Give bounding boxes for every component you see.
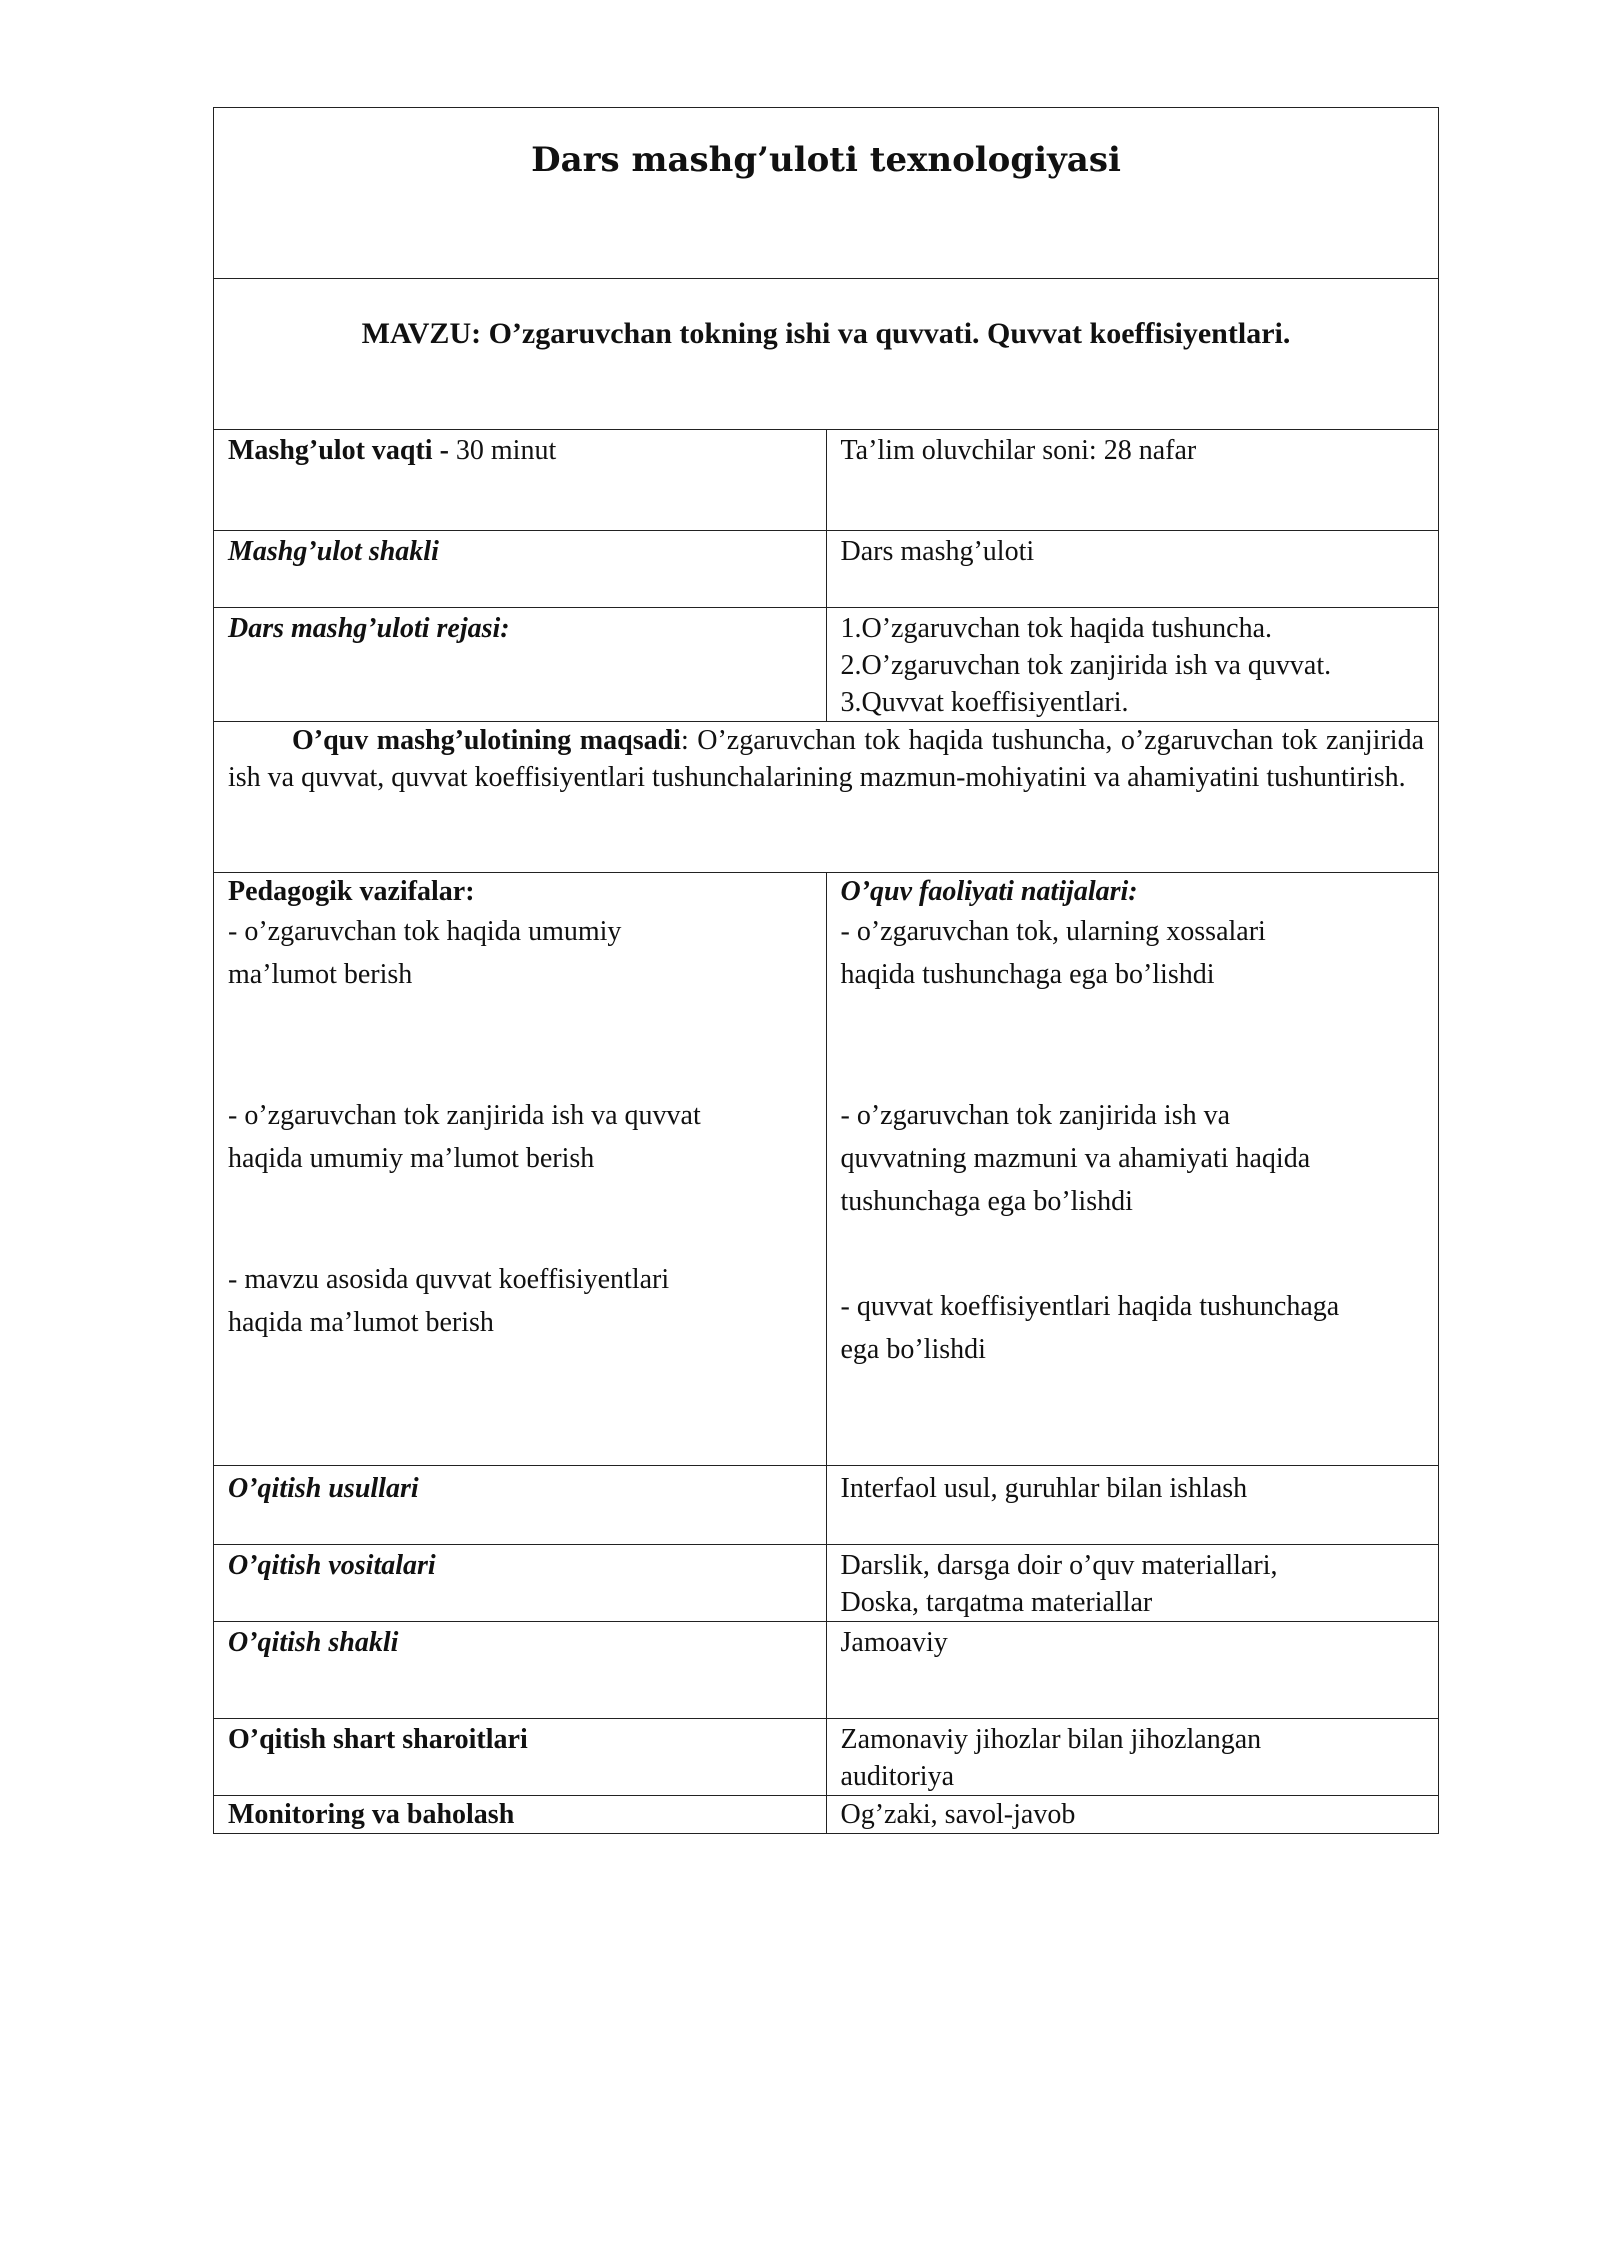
monitoring-label-cell	[214, 1796, 827, 1834]
title-cell	[214, 108, 1439, 279]
form-value: Dars mashg’uloti	[840, 536, 1035, 567]
tools-label-cell	[214, 1545, 827, 1622]
methods-value-cell	[826, 1466, 1439, 1545]
form-label: Mashg’ulot shakli	[228, 536, 439, 567]
students-cell	[826, 430, 1439, 531]
task-line: haqida ma’lumot berish	[228, 1307, 494, 1338]
methods-value: Interfaol usul, guruhlar bilan ishlash	[840, 1473, 1248, 1504]
result-line: quvvatning mazmuni va ahamiyati haqida	[840, 1143, 1311, 1174]
conditions-value-line: auditoriya	[840, 1761, 955, 1792]
methods-label-cell	[214, 1466, 827, 1545]
result-line: - o’zgaruvchan tok zanjirida ish va	[840, 1100, 1231, 1131]
conditions-label-cell	[214, 1719, 827, 1796]
plan-label-cell	[214, 608, 827, 722]
form-value-cell	[826, 531, 1439, 608]
topic-heading: MAVZU: O’zgaruvchan tokning ishi va quvvati. Quvvat koeffisiyentlari.	[361, 317, 1291, 350]
result-line: - quvvat koeffisiyentlari haqida tushunchaga	[840, 1291, 1340, 1322]
students-count: Ta’lim oluvchilar soni: 28 nafar	[840, 435, 1197, 466]
monitoring-value: Og’zaki, savol-javob	[840, 1799, 1076, 1830]
time-value: 30 minut	[448, 435, 557, 466]
monitoring-value-cell	[826, 1796, 1439, 1834]
plan-item: 2.O’zgaruvchan tok zanjirida ish va quvvat.	[840, 650, 1332, 681]
learning-results-header: O’quv faoliyati natijalari:	[840, 876, 1138, 907]
conditions-value-line: Zamonaviy jihozlar bilan jihozlangan	[840, 1724, 1262, 1755]
result-line: tushunchaga ega bo’lishdi	[840, 1186, 1133, 1217]
task-line: - mavzu asosida quvvat koeffisiyentlari	[228, 1264, 670, 1295]
result-line: - o’zgaruvchan tok, ularning xossalari	[840, 916, 1266, 947]
conditions-value-cell	[826, 1719, 1439, 1796]
tools-value-line: Darslik, darsga doir o’quv materiallari,	[840, 1550, 1278, 1581]
plan-items-cell	[826, 608, 1439, 722]
plan-item: 3.Quvvat koeffisiyentlari.	[840, 687, 1129, 718]
task-line: - o’zgaruvchan tok zanjirida ish va quvvat	[228, 1100, 701, 1131]
time-label: Mashg’ulot vaqti -	[228, 435, 449, 466]
document-title: Dars mashg’uloti texnologiyasi	[531, 140, 1121, 180]
monitoring-label: Monitoring va baholash	[228, 1799, 515, 1830]
plan-label: Dars mashg’uloti rejasi:	[228, 613, 510, 644]
result-line: ega bo’lishdi	[840, 1334, 986, 1365]
teaching-form-value-cell	[826, 1622, 1439, 1719]
lesson-plan-table	[213, 107, 1439, 1834]
task-line: - o’zgaruvchan tok haqida umumiy	[228, 916, 622, 947]
topic-cell	[214, 279, 1439, 430]
teaching-form-value: Jamoaviy	[840, 1627, 948, 1658]
teaching-form-label: O’qitish shakli	[228, 1627, 399, 1658]
tools-value-line: Doska, tarqatma materiallar	[840, 1587, 1153, 1618]
goal-text: : O’zgaruvchan tok haqida tushuncha, o’zgaruvchan tok zanjirida ish va quvvat, quvvat koeffisiyentlari tushunchalarining mazmun-mohiyatini va ahamiyatini tushuntirish.	[228, 725, 1424, 793]
goal-cell	[214, 722, 1439, 873]
task-line: ma’lumot berish	[228, 959, 413, 990]
conditions-label: O’qitish shart sharoitlari	[228, 1724, 528, 1755]
teaching-form-label-cell	[214, 1622, 827, 1719]
result-line: haqida tushunchaga ega bo’lishdi	[840, 959, 1215, 990]
form-label-cell	[214, 531, 827, 608]
task-line: haqida umumiy ma’lumot berish	[228, 1143, 595, 1174]
tools-value-cell	[826, 1545, 1439, 1622]
tools-label: O’qitish vositalari	[228, 1550, 436, 1581]
pedagogical-tasks-cell	[214, 873, 827, 1466]
methods-label: O’qitish usullari	[228, 1473, 419, 1504]
goal-label: O’quv mashg’ulotining maqsadi	[292, 725, 681, 756]
plan-item: 1.O’zgaruvchan tok haqida tushuncha.	[840, 613, 1273, 644]
time-cell	[214, 430, 827, 531]
pedagogical-tasks-header: Pedagogik vazifalar:	[228, 876, 475, 907]
learning-results-cell	[826, 873, 1439, 1466]
